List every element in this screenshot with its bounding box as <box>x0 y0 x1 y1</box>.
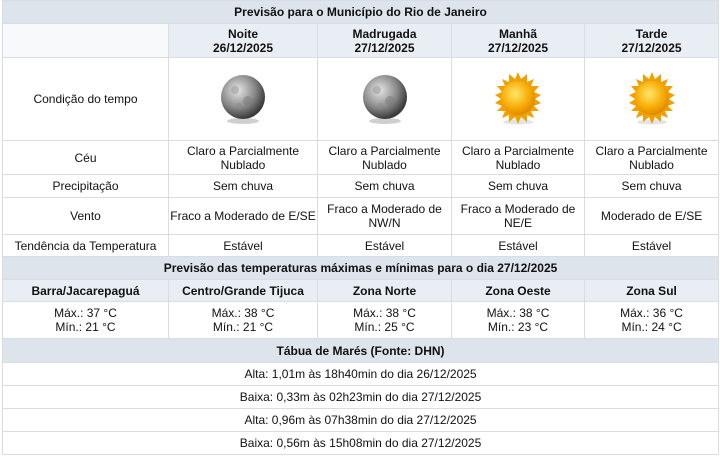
row-label-trend: Tendência da Temperatura <box>3 235 169 257</box>
zone-header: Zona Oeste <box>452 280 585 302</box>
condition-cell <box>169 58 318 141</box>
moon-icon <box>357 70 413 126</box>
zone-temps <box>452 302 585 339</box>
period-name: Manhã <box>498 26 537 41</box>
tide-row: Alta: 1,01m às 18h40min do dia 26/12/2025 <box>3 363 719 386</box>
zone-temps <box>3 302 169 339</box>
row-label-wind: Vento <box>3 198 169 235</box>
tides-section-title: Tábua de Marés (Fonte: DHN) <box>3 339 719 363</box>
row-label-condition: Condição do tempo <box>3 58 169 141</box>
precip-cell: Sem chuva <box>318 175 452 198</box>
condition-cell <box>585 58 719 141</box>
zone-temps <box>585 302 719 339</box>
row-label-precip: Precipitação <box>3 175 169 198</box>
period-date: 27/12/2025 <box>621 40 682 55</box>
zone-header: Barra/Jacarepaguá <box>3 280 169 302</box>
page-title: Previsão para o Município do Rio de Janeiro <box>3 1 719 24</box>
sun-icon <box>624 70 680 126</box>
min-temp: Mín.: 21 °C <box>55 320 116 334</box>
period-date: 27/12/2025 <box>354 40 415 55</box>
sky-cell: Claro a Parcialmente Nublado <box>452 141 585 175</box>
sky-cell: Claro a Parcialmente Nublado <box>318 141 452 175</box>
min-temp: Mín.: 21 °C <box>212 320 274 334</box>
min-temp: Mín.: 24 °C <box>621 320 682 334</box>
wind-cell: Fraco a Moderado de E/SE <box>169 198 318 235</box>
trend-cell: Estável <box>318 235 452 257</box>
moon-icon <box>215 70 271 126</box>
period-header-noite <box>169 24 318 58</box>
zone-header: Zona Norte <box>318 280 452 302</box>
sky-cell: Claro a Parcialmente Nublado <box>585 141 719 175</box>
forecast-table <box>2 0 719 455</box>
period-header-manha <box>452 24 585 58</box>
zone-temps <box>169 302 318 339</box>
sky-cell: Claro a Parcialmente Nublado <box>169 141 318 175</box>
zone-temps <box>318 302 452 339</box>
tide-row: Alta: 0,96m às 07h38min do dia 27/12/2025 <box>3 409 719 432</box>
wind-cell: Moderado de E/SE <box>585 198 719 235</box>
min-temp: Mín.: 25 °C <box>354 320 415 334</box>
max-temp: Máx.: 38 °C <box>353 306 416 320</box>
period-name: Madrugada <box>352 26 417 41</box>
header-blank <box>3 24 169 58</box>
trend-cell: Estável <box>585 235 719 257</box>
trend-cell: Estável <box>452 235 585 257</box>
period-header-tarde <box>585 24 719 58</box>
min-temp: Mín.: 23 °C <box>487 320 549 334</box>
wind-cell: Fraco a Moderado de NE/E <box>452 198 585 235</box>
period-header-madrugada <box>318 24 452 58</box>
wind-cell: Fraco a Moderado de NW/N <box>318 198 452 235</box>
condition-cell <box>452 58 585 141</box>
zone-header: Centro/Grande Tijuca <box>169 280 318 302</box>
precip-cell: Sem chuva <box>452 175 585 198</box>
precip-cell: Sem chuva <box>585 175 719 198</box>
condition-cell <box>318 58 452 141</box>
max-temp: Máx.: 38 °C <box>486 306 550 320</box>
max-temp: Máx.: 36 °C <box>620 306 683 320</box>
trend-cell: Estável <box>169 235 318 257</box>
max-temp: Máx.: 37 °C <box>54 306 117 320</box>
forecast-panel <box>2 0 718 455</box>
max-temp: Máx.: 38 °C <box>211 306 275 320</box>
tide-row: Baixa: 0,33m às 02h23min do dia 27/12/2025 <box>3 386 719 409</box>
period-name: Noite <box>228 26 258 41</box>
row-label-sky: Céu <box>3 141 169 175</box>
sun-icon <box>490 70 546 126</box>
temps-section-title: Previsão das temperaturas máximas e mínimas para o dia 27/12/2025 <box>3 257 719 280</box>
precip-cell: Sem chuva <box>169 175 318 198</box>
tide-row: Baixa: 0,56m às 15h08min do dia 27/12/2025 <box>3 432 719 455</box>
period-name: Tarde <box>635 26 668 41</box>
period-date: 27/12/2025 <box>487 40 549 55</box>
zone-header: Zona Sul <box>585 280 719 302</box>
period-date: 26/12/2025 <box>212 40 274 55</box>
